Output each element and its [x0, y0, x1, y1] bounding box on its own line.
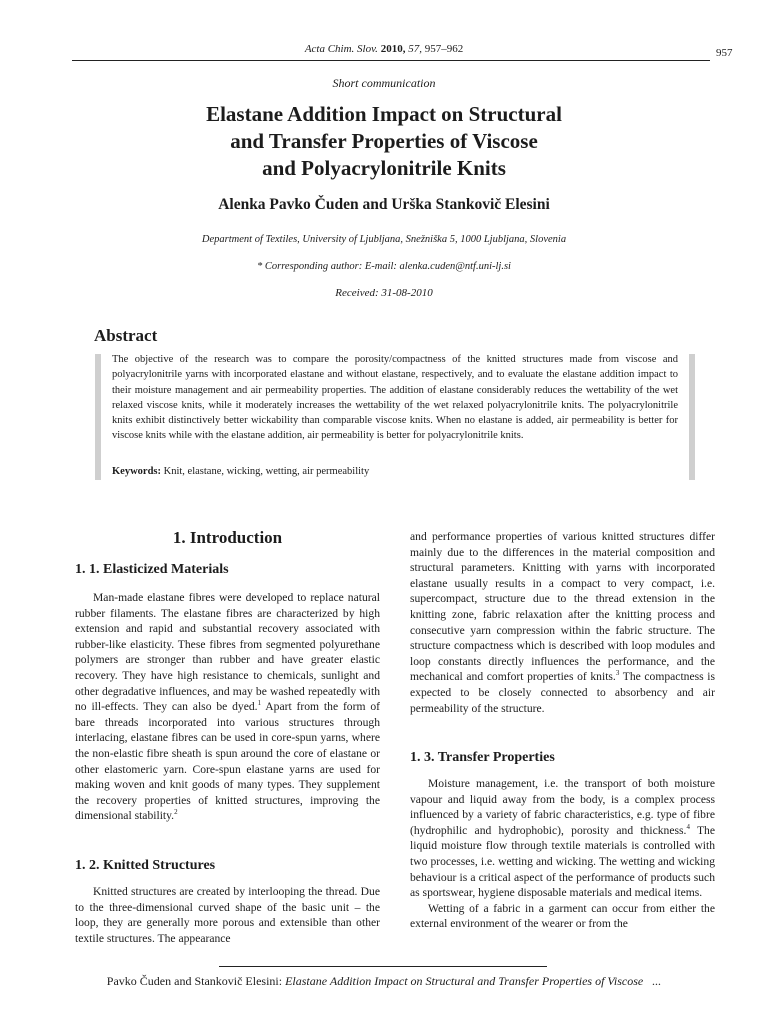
keywords-label: Keywords:	[112, 466, 161, 477]
title-line: and Polyacrylonitrile Knits	[262, 156, 506, 180]
keywords	[112, 466, 678, 477]
introduction-heading: 1. Introduction	[172, 528, 283, 547]
abstract-heading: Abstract	[94, 326, 158, 345]
paragraph-1-2	[75, 884, 380, 946]
section-heading-1-2: 1. 2. Knitted Structures	[75, 858, 216, 873]
paragraph-text: The compactness is expected to be closely connected to absorbency and air permeability of the structure.	[410, 670, 715, 715]
received-date: Received: 31-08-2010	[335, 287, 433, 299]
section-heading-1-3: 1. 3. Transfer Properties	[410, 750, 555, 765]
section-heading-1-1: 1. 1. Elasticized Materials	[75, 562, 229, 577]
page-number: 957	[716, 47, 733, 59]
paragraph-text: Wetting of a fabric in a garment can occur from either the external environment of the wearer or from the	[410, 901, 715, 931]
abstract-text: The objective of the research was to compare the porosity/compactness of the knitted structures made from viscose and polyacrylonitrile yarns with incorporated elastane and without elastane, respectively, and to evaluate the elastane addition impact to their moisture management and air permeability properties. The addition of elastane considerably reduces the wettability of the wet relaxed viscose knits, while it moderately increases the wettability of the wet relaxed polyacrylonitrile knits. The polyacrylonitrile knits exhibit distinctively better wickability than comparable viscose knits. When no elastane is added, air permeability is better for viscose knits while with the elastane addition, air permeability is better for polyacrylonitrile knits.	[112, 354, 678, 442]
journal-citation	[0, 43, 768, 55]
paragraph-text: Knitted structures are created by interlooping the thread. Due to the three-dimensional curved shape of the basic unit – the loop, they are generally more porous and extensible than other textile structures. The appearance	[75, 885, 380, 945]
paragraph-1-3	[410, 776, 715, 932]
journal-name: Acta Chim. Slov.	[304, 43, 378, 55]
reference-mark: 2	[174, 808, 178, 817]
reference-mark: 3	[615, 669, 620, 678]
affiliation: Department of Textiles, University of Ljubljana, Snežniška 5, 1000 Ljubljana, Slovenia	[201, 234, 567, 245]
footer-authors: Pavko Čuden and Stankovič Elesini:	[106, 974, 283, 988]
journal-pages: 957–962	[424, 43, 464, 55]
paragraph-text: and performance properties of various knitted structures differ mainly due to the differences in the material composition and structural parameters. Knitting with yarns with incorporated elastane usually results in a compact to very compact, i.e. supercompact, structure due to the thread extension in the knitting zone, fabric relaxation after the knitting process and consecutive yarn compression within the fabric structure. The structure compactness which is described with loop modules and loop constants directly influences the performance, and the mechanical and comfort properties of knits.	[410, 530, 715, 684]
section-type: Short communication	[332, 76, 436, 90]
keywords-list: Knit, elastane, wicking, wetting, air permeability	[163, 466, 370, 477]
paragraph-text: Man-made elastane fibres were developed to replace natural rubber filaments. The elastane fibres are characterized by high extension and rapid and substantial recovery associated with rubber-like elasticity. These fibres from segmented polyurethane polymers are stronger than rubber and have greater elastic recovery. They have high resistance to chemicals, sunlight and other degradative influences, and may be washed repeatedly with no ill-effects. They can also be dyed.	[75, 591, 380, 714]
paragraph-1-1	[75, 590, 380, 824]
title-line: Elastane Addition Impact on Structural	[206, 102, 562, 126]
journal-volume: 57,	[408, 43, 422, 55]
footer-rule	[219, 966, 547, 967]
title-line: and Transfer Properties of Viscose	[230, 129, 538, 153]
journal-year: 2010,	[380, 43, 406, 55]
paper-title	[130, 101, 638, 182]
footer-ellipsis: ...	[652, 974, 662, 988]
paragraph-text: Apart from the form of bare threads incorporated into various structures through interlacing, elastane fibres can be used in core-spun yarns, where the non-elastic fibre sheath is spun around the core of elastane or other elastomeric yarn. Core-spun elastane yarns are used for making woven and knit goods of many types. They supplement the recovery properties of knitted structures, improving the dimensional stability.	[75, 700, 380, 823]
reference-mark: 1	[257, 699, 262, 708]
paragraph-text: Moisture management, i.e. the transport of both moisture vapour and liquid away from the body, is a complex process influenced by a variety of fabric characteristics, e.g. type of fibre (hydrophilic and hydrophobic), porosity and thickness.	[410, 777, 715, 837]
paragraph-text: The liquid moisture flow through textile materials is controlled with two processes, i.e. wetting and wicking. The wetting and wicking behaviour is a critical aspect of the performance of products such as sportswear, hygiene disposable materials and medical items.	[410, 823, 715, 900]
footer-title: Elastane Addition Impact on Structural and Transfer Properties of Viscose	[285, 974, 644, 988]
abstract-bar-right	[689, 354, 695, 480]
paragraph-1-2-cont	[410, 529, 715, 716]
authors: Alenka Pavko Čuden and Urška Stankovič Elesini	[218, 196, 550, 213]
abstract-bar-left	[95, 354, 101, 480]
corresponding-author: * Corresponding author: E-mail: alenka.cuden@ntf.uni-lj.si	[257, 261, 511, 272]
running-footer	[0, 974, 768, 989]
header-rule	[72, 60, 710, 61]
reference-mark: 4	[686, 822, 690, 831]
